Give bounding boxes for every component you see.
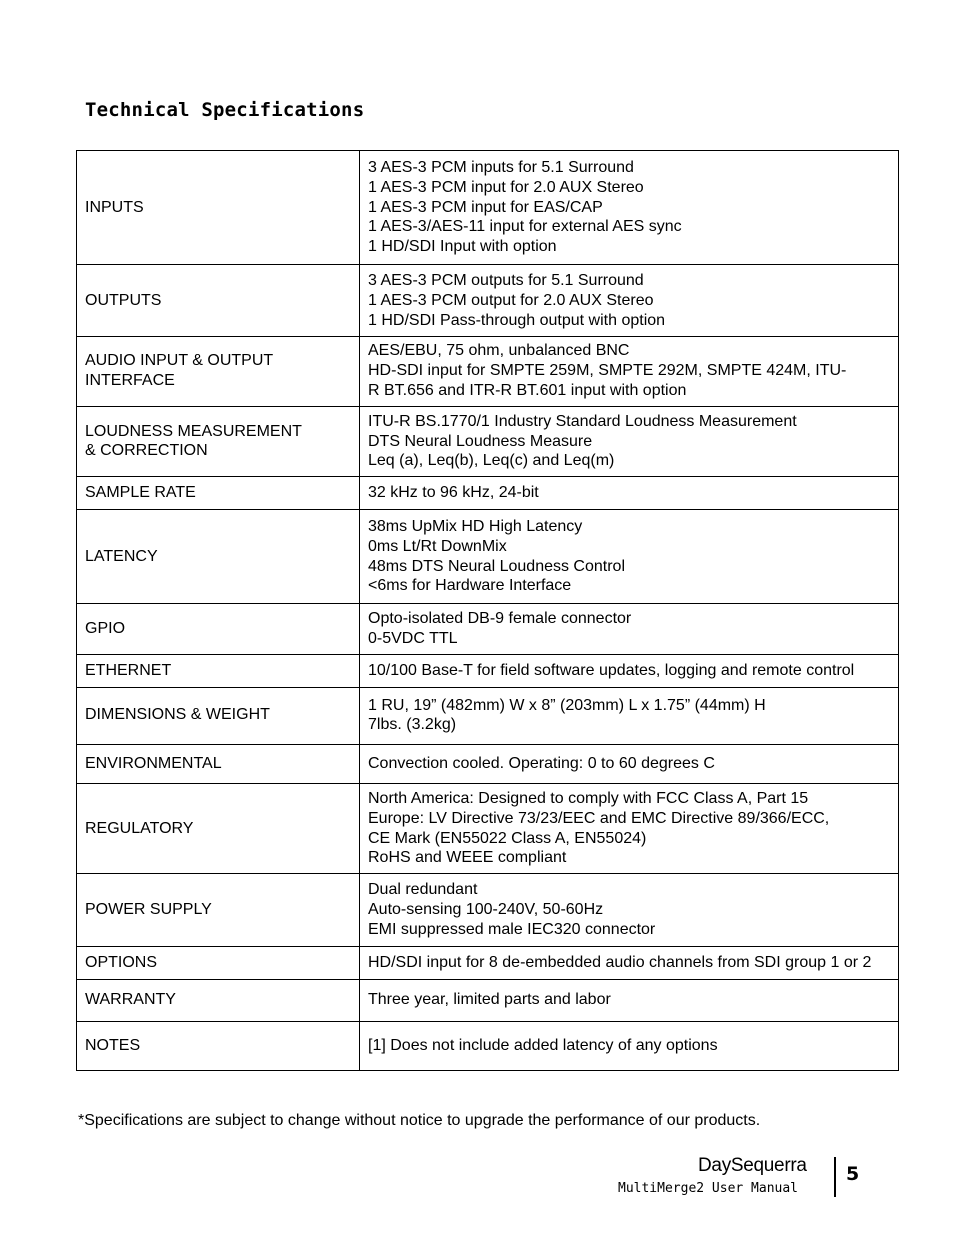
spec-label (77, 337, 360, 406)
footer-divider (834, 1157, 836, 1197)
spec-value (360, 406, 899, 476)
spec-value (360, 654, 899, 687)
spec-row (77, 745, 899, 784)
spec-row (77, 946, 899, 980)
manual-title: MultiMerge2 User Manual (618, 1181, 799, 1196)
spec-value-line: 1 AES-3 PCM output for 2.0 AUX Stereo (368, 291, 654, 309)
spec-label-line: REGULATORY (85, 819, 194, 837)
spec-table-body (77, 151, 899, 1071)
spec-value-line: R BT.656 and ITR-R BT.601 input with option (368, 381, 687, 399)
spec-value-line: 3 AES-3 PCM outputs for 5.1 Surround (368, 271, 644, 289)
spec-value-line: 0-5VDC TTL (368, 629, 458, 647)
spec-value-line: AES/EBU, 75 ohm, unbalanced BNC (368, 342, 630, 360)
spec-label-line: WARRANTY (85, 991, 176, 1009)
spec-label (77, 264, 360, 336)
spec-label (77, 151, 360, 265)
spec-label (77, 783, 360, 873)
spec-value-line: Dual redundant (368, 881, 478, 899)
spec-row (77, 509, 899, 603)
spec-table (76, 150, 899, 1071)
spec-row (77, 477, 899, 510)
spec-row (77, 980, 899, 1022)
spec-label (77, 687, 360, 745)
spec-row (77, 1022, 899, 1071)
spec-value-line: ITU-R BS.1770/1 Industry Standard Loudness Measurement (368, 412, 797, 430)
spec-label-line: NOTES (85, 1037, 141, 1055)
spec-value (360, 874, 899, 946)
spec-label-line: AUDIO INPUT & OUTPUT (85, 352, 274, 370)
spec-label-line: INPUTS (85, 198, 144, 216)
spec-row (77, 337, 899, 406)
spec-value-line: 1 HD/SDI Pass-through output with option (368, 311, 666, 329)
spec-row (77, 654, 899, 687)
spec-value (360, 477, 899, 510)
spec-label-line: LATENCY (85, 547, 158, 565)
spec-label-line: POWER SUPPLY (85, 900, 212, 918)
spec-value-line: North America: Designed to comply with FCC Class A, Part 15 (368, 789, 809, 807)
spec-row (77, 406, 899, 476)
spec-label-line: DIMENSIONS & WEIGHT (85, 706, 270, 724)
spec-value-line: 1 RU, 19” (482mm) W x 8” (203mm) L x 1.75” (44mm) H (368, 696, 766, 714)
spec-value-line: HD-SDI input for SMPTE 259M, SMPTE 292M, SMPTE 424M, ITU- (368, 362, 847, 380)
spec-label-line: OPTIONS (85, 953, 158, 971)
spec-value-line: RoHS and WEEE compliant (368, 849, 567, 867)
spec-value (360, 151, 899, 265)
spec-label-line: & CORRECTION (85, 442, 208, 460)
spec-value-line: 7lbs. (3.2kg) (368, 716, 457, 734)
spec-value-line: EMI suppressed male IEC320 connector (368, 920, 656, 938)
spec-row (77, 604, 899, 655)
spec-value (360, 687, 899, 745)
spec-value-line: DTS Neural Loudness Measure (368, 432, 593, 450)
spec-value-line: Leq (a), Leq(b), Leq(c) and Leq(m) (368, 452, 615, 470)
spec-label (77, 654, 360, 687)
spec-value-line: 1 HD/SDI Input with option (368, 238, 557, 256)
spec-value (360, 946, 899, 980)
spec-value (360, 980, 899, 1022)
spec-label-line: ETHERNET (85, 661, 172, 679)
spec-value-line: 1 AES-3 PCM input for 2.0 AUX Stereo (368, 178, 644, 196)
spec-value-line: <6ms for Hardware Interface (368, 577, 572, 595)
spec-value (360, 264, 899, 336)
spec-value (360, 783, 899, 873)
spec-label (77, 745, 360, 784)
spec-label-line: OUTPUTS (85, 291, 162, 309)
spec-value-line: Three year, limited parts and labor (368, 991, 611, 1009)
spec-value-line: 1 AES-3/AES-11 input for external AES sync (368, 218, 682, 236)
spec-label-line: INTERFACE (85, 372, 175, 390)
spec-value-line: 48ms DTS Neural Loudness Control (368, 557, 626, 575)
spec-label (77, 509, 360, 603)
spec-row (77, 264, 899, 336)
spec-label (77, 477, 360, 510)
spec-value-line: Opto-isolated DB-9 female connector (368, 610, 632, 628)
spec-label (77, 874, 360, 946)
spec-label (77, 946, 360, 980)
spec-value-line: HD/SDI input for 8 de-embedded audio channels from SDI group 1 or 2 (368, 953, 872, 971)
spec-row (77, 874, 899, 946)
spec-value-line: CE Mark (EN55022 Class A, EN55024) (368, 829, 647, 847)
spec-label-line: GPIO (85, 620, 126, 638)
spec-row (77, 783, 899, 873)
spec-label-line: ENVIRONMENTAL (85, 755, 222, 773)
spec-label (77, 1022, 360, 1071)
spec-value (360, 745, 899, 784)
spec-value-line: [1] Does not include added latency of any options (368, 1037, 718, 1055)
spec-value-line: 3 AES-3 PCM inputs for 5.1 Surround (368, 159, 634, 176)
spec-label (77, 406, 360, 476)
spec-value-line: 0ms Lt/Rt DownMix (368, 537, 507, 555)
spec-value (360, 1022, 899, 1071)
spec-label-line: LOUDNESS MEASUREMENT (85, 422, 302, 440)
spec-value-line: 32 kHz to 96 kHz, 24-bit (368, 484, 539, 502)
spec-value-line: Europe: LV Directive 73/23/EEC and EMC Directive 89/366/ECC, (368, 809, 830, 827)
spec-label (77, 604, 360, 655)
page-heading: Technical Specifications (85, 99, 365, 121)
spec-value-line: 10/100 Base-T for field software updates, logging and remote control (368, 661, 855, 679)
spec-value-line: 1 AES-3 PCM input for EAS/CAP (368, 198, 603, 216)
brand-logo: DaySequerra (698, 1155, 807, 1176)
spec-label-line: SAMPLE RATE (85, 484, 196, 502)
spec-label (77, 980, 360, 1022)
footnote: *Specifications are subject to change without notice to upgrade the performance of our products. (78, 1112, 761, 1129)
spec-value-line: Convection cooled. Operating: 0 to 60 degrees C (368, 755, 715, 773)
spec-value (360, 337, 899, 406)
spec-value-line: 38ms UpMix HD High Latency (368, 517, 583, 535)
page-number: 5 (846, 1163, 860, 1185)
spec-row (77, 687, 899, 745)
spec-value-line: Auto-sensing 100-240V, 50-60Hz (368, 900, 604, 918)
spec-row (77, 151, 899, 265)
spec-value (360, 604, 899, 655)
spec-value (360, 509, 899, 603)
